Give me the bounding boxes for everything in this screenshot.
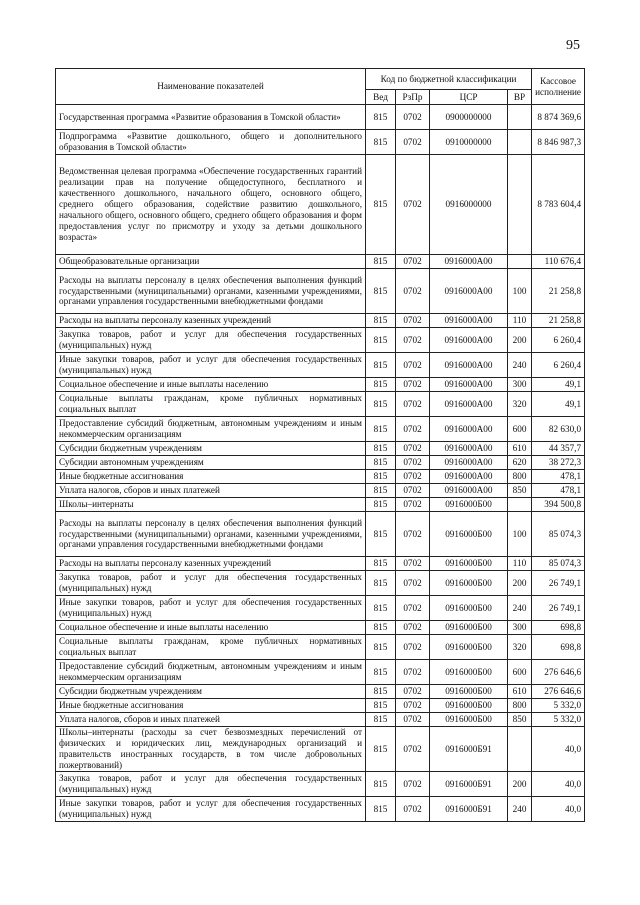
table-row <box>56 255 585 269</box>
table-row <box>56 557 585 571</box>
row-vr: 850 <box>508 713 532 727</box>
row-rzpr: 0702 <box>396 685 430 699</box>
row-amount: 26 749,1 <box>532 571 585 596</box>
row-csr: 0916000А00 <box>430 484 508 498</box>
row-vr: 200 <box>508 571 532 596</box>
row-amount: 40,0 <box>532 727 585 772</box>
table-row <box>56 596 585 621</box>
row-csr: 0916000Б00 <box>430 512 508 557</box>
row-name: Уплата налогов, сборов и иных платежей <box>56 713 366 727</box>
row-vr <box>508 155 532 255</box>
table-row <box>56 699 585 713</box>
row-csr: 0916000А00 <box>430 269 508 314</box>
table-row <box>56 392 585 417</box>
row-name: Школы–интернаты <box>56 498 366 512</box>
row-csr: 0916000А00 <box>430 392 508 417</box>
row-vr: 320 <box>508 635 532 660</box>
row-csr: 0916000А00 <box>430 442 508 456</box>
row-amount: 5 332,0 <box>532 699 585 713</box>
row-csr: 0916000Б91 <box>430 727 508 772</box>
row-csr: 0916000А00 <box>430 255 508 269</box>
row-name: Социальные выплаты гражданам, кроме публичных нормативных социальных выплат <box>56 392 366 417</box>
table-row <box>56 498 585 512</box>
row-amount: 49,1 <box>532 392 585 417</box>
row-rzpr: 0702 <box>396 442 430 456</box>
row-rzpr: 0702 <box>396 571 430 596</box>
table-row <box>56 155 585 255</box>
row-amount: 49,1 <box>532 378 585 392</box>
row-vr: 110 <box>508 314 532 328</box>
row-name: Иные закупки товаров, работ и услуг для обеспечения государственных (муниципальных) нужд <box>56 596 366 621</box>
row-csr: 0900000000 <box>430 105 508 130</box>
row-ved: 815 <box>366 442 396 456</box>
row-ved: 815 <box>366 155 396 255</box>
row-vr: 100 <box>508 269 532 314</box>
table-row <box>56 353 585 378</box>
row-amount: 85 074,3 <box>532 557 585 571</box>
header-ved: Вед <box>366 90 396 105</box>
table-row <box>56 470 585 484</box>
row-vr: 110 <box>508 557 532 571</box>
row-vr <box>508 130 532 155</box>
row-amount: 394 500,8 <box>532 498 585 512</box>
row-ved: 815 <box>366 772 396 797</box>
row-ved: 815 <box>366 635 396 660</box>
row-csr: 0916000000 <box>430 155 508 255</box>
row-name: Социальное обеспечение и иные выплаты населению <box>56 378 366 392</box>
row-csr: 0916000А00 <box>430 378 508 392</box>
row-name: Расходы на выплаты персоналу в целях обеспечения выполнения функций государственными (муниципальными) органами, казенными учреждениями, органами управления государственными внебюджетными фондами <box>56 269 366 314</box>
row-amount: 21 258,8 <box>532 314 585 328</box>
row-csr: 0916000Б91 <box>430 797 508 822</box>
header-rzpr: РзПр <box>396 90 430 105</box>
row-ved: 815 <box>366 685 396 699</box>
row-name: Иные закупки товаров, работ и услуг для обеспечения государственных (муниципальных) нужд <box>56 797 366 822</box>
row-vr: 200 <box>508 328 532 353</box>
row-name: Иные закупки товаров, работ и услуг для обеспечения государственных (муниципальных) нужд <box>56 353 366 378</box>
page-number: 95 <box>566 38 580 53</box>
row-csr: 0910000000 <box>430 130 508 155</box>
table-row <box>56 512 585 557</box>
row-vr: 800 <box>508 699 532 713</box>
row-vr: 240 <box>508 797 532 822</box>
header-code-group: Код по бюджетной классификации <box>366 69 532 90</box>
row-rzpr: 0702 <box>396 105 430 130</box>
row-ved: 815 <box>366 255 396 269</box>
row-ved: 815 <box>366 512 396 557</box>
row-amount: 276 646,6 <box>532 685 585 699</box>
row-ved: 815 <box>366 353 396 378</box>
row-rzpr: 0702 <box>396 699 430 713</box>
row-name: Расходы на выплаты персоналу казенных учреждений <box>56 314 366 328</box>
table-row <box>56 685 585 699</box>
row-rzpr: 0702 <box>396 456 430 470</box>
row-csr: 0916000Б00 <box>430 660 508 685</box>
row-ved: 815 <box>366 269 396 314</box>
row-amount: 8 874 369,6 <box>532 105 585 130</box>
row-name: Субсидии бюджетным учреждениям <box>56 685 366 699</box>
row-name: Закупка товаров, работ и услуг для обеспечения государственных (муниципальных) нужд <box>56 772 366 797</box>
row-csr: 0916000А00 <box>430 417 508 442</box>
row-ved: 815 <box>366 713 396 727</box>
row-name: Социальное обеспечение и иные выплаты населению <box>56 621 366 635</box>
row-csr: 0916000Б00 <box>430 685 508 699</box>
row-rzpr: 0702 <box>396 660 430 685</box>
table-row <box>56 621 585 635</box>
row-ved: 815 <box>366 417 396 442</box>
row-ved: 815 <box>366 557 396 571</box>
row-vr: 610 <box>508 685 532 699</box>
row-csr: 0916000Б00 <box>430 557 508 571</box>
row-rzpr: 0702 <box>396 512 430 557</box>
row-rzpr: 0702 <box>396 255 430 269</box>
row-ved: 815 <box>366 130 396 155</box>
row-vr: 300 <box>508 621 532 635</box>
table-row <box>56 727 585 772</box>
row-amount: 21 258,8 <box>532 269 585 314</box>
row-rzpr: 0702 <box>396 392 430 417</box>
table-row <box>56 571 585 596</box>
row-csr: 0916000А00 <box>430 314 508 328</box>
row-rzpr: 0702 <box>396 621 430 635</box>
row-name: Государственная программа «Развитие образования в Томской области» <box>56 105 366 130</box>
header-vr: ВР <box>508 90 532 105</box>
row-ved: 815 <box>366 484 396 498</box>
header-name: Наименование показателей <box>56 69 366 105</box>
row-name: Субсидии бюджетным учреждениям <box>56 442 366 456</box>
row-csr: 0916000Б91 <box>430 772 508 797</box>
row-name: Социальные выплаты гражданам, кроме публичных нормативных социальных выплат <box>56 635 366 660</box>
row-name: Школы–интернаты (расходы за счет безвозмездных перечислений от физических и юридических лиц, международных организаций и правительств иностранных государств, в том числе добровольных пожертвований) <box>56 727 366 772</box>
row-amount: 6 260,4 <box>532 328 585 353</box>
row-ved: 815 <box>366 378 396 392</box>
row-rzpr: 0702 <box>396 378 430 392</box>
row-csr: 0916000А00 <box>430 456 508 470</box>
table-row <box>56 328 585 353</box>
table-row <box>56 130 585 155</box>
row-rzpr: 0702 <box>396 596 430 621</box>
row-amount: 38 272,3 <box>532 456 585 470</box>
row-vr: 610 <box>508 442 532 456</box>
row-rzpr: 0702 <box>396 130 430 155</box>
row-ved: 815 <box>366 660 396 685</box>
row-ved: 815 <box>366 699 396 713</box>
row-ved: 815 <box>366 621 396 635</box>
table-row <box>56 713 585 727</box>
row-amount: 82 630,0 <box>532 417 585 442</box>
row-amount: 44 357,7 <box>532 442 585 456</box>
header-amount: Кассовое исполнение <box>532 69 585 105</box>
row-name: Иные бюджетные ассигнования <box>56 470 366 484</box>
row-ved: 815 <box>366 456 396 470</box>
row-csr: 0916000Б00 <box>430 498 508 512</box>
row-vr: 240 <box>508 353 532 378</box>
row-vr: 850 <box>508 484 532 498</box>
row-ved: 815 <box>366 328 396 353</box>
row-ved: 815 <box>366 571 396 596</box>
row-name: Закупка товаров, работ и услуг для обеспечения государственных (муниципальных) нужд <box>56 328 366 353</box>
row-name: Иные бюджетные ассигнования <box>56 699 366 713</box>
row-amount: 276 646,6 <box>532 660 585 685</box>
row-name: Закупка товаров, работ и услуг для обеспечения государственных (муниципальных) нужд <box>56 571 366 596</box>
row-amount: 8 783 604,4 <box>532 155 585 255</box>
table-row <box>56 442 585 456</box>
row-amount: 8 846 987,3 <box>532 130 585 155</box>
row-rzpr: 0702 <box>396 470 430 484</box>
row-name: Подпрограмма «Развитие дошкольного, общего и дополнительного образования в Томской области» <box>56 130 366 155</box>
row-csr: 0916000А00 <box>430 328 508 353</box>
row-rzpr: 0702 <box>396 557 430 571</box>
row-vr: 200 <box>508 772 532 797</box>
row-name: Общеобразовательные организации <box>56 255 366 269</box>
row-ved: 815 <box>366 596 396 621</box>
row-vr: 620 <box>508 456 532 470</box>
row-amount: 478,1 <box>532 470 585 484</box>
budget-execution-table <box>55 68 585 822</box>
row-vr <box>508 105 532 130</box>
table-row <box>56 105 585 130</box>
row-name: Уплата налогов, сборов и иных платежей <box>56 484 366 498</box>
row-rzpr: 0702 <box>396 498 430 512</box>
row-amount: 698,8 <box>532 635 585 660</box>
table-row <box>56 660 585 685</box>
table-row <box>56 772 585 797</box>
table-row <box>56 635 585 660</box>
row-amount: 6 260,4 <box>532 353 585 378</box>
row-amount: 478,1 <box>532 484 585 498</box>
row-vr: 320 <box>508 392 532 417</box>
row-ved: 815 <box>366 392 396 417</box>
table-row <box>56 797 585 822</box>
row-csr: 0916000А00 <box>430 470 508 484</box>
row-rzpr: 0702 <box>396 797 430 822</box>
row-csr: 0916000А00 <box>430 353 508 378</box>
row-ved: 815 <box>366 797 396 822</box>
row-name: Ведомственная целевая программа «Обеспечение государственных гарантий реализации прав на получение общедоступного, бесплатного и качественного дошкольного, начального общего, основного общего, среднего общего образования, содействие развитию дошкольного, начального общего, основного общего, среднего общего образования и форм предоставления услуг по присмотру и уходу за детьми дошкольного возраста» <box>56 155 366 255</box>
row-vr: 300 <box>508 378 532 392</box>
row-name: Расходы на выплаты персоналу в целях обеспечения выполнения функций государственными (муниципальными) органами, казенными учреждениями, органами управления государственными внебюджетными фондами <box>56 512 366 557</box>
row-name: Предоставление субсидий бюджетным, автономным учреждениям и иным некоммерческим организациям <box>56 417 366 442</box>
row-csr: 0916000Б00 <box>430 621 508 635</box>
row-rzpr: 0702 <box>396 772 430 797</box>
table-row <box>56 484 585 498</box>
row-rzpr: 0702 <box>396 484 430 498</box>
table-row <box>56 456 585 470</box>
row-rzpr: 0702 <box>396 328 430 353</box>
row-vr: 100 <box>508 512 532 557</box>
row-rzpr: 0702 <box>396 353 430 378</box>
row-amount: 26 749,1 <box>532 596 585 621</box>
row-name: Предоставление субсидий бюджетным, автономным учреждениям и иным некоммерческим организациям <box>56 660 366 685</box>
row-name: Расходы на выплаты персоналу казенных учреждений <box>56 557 366 571</box>
row-ved: 815 <box>366 314 396 328</box>
row-vr: 240 <box>508 596 532 621</box>
row-csr: 0916000Б00 <box>430 713 508 727</box>
table-row <box>56 314 585 328</box>
row-name: Субсидии автономным учреждениям <box>56 456 366 470</box>
row-vr <box>508 498 532 512</box>
row-rzpr: 0702 <box>396 269 430 314</box>
table-row <box>56 378 585 392</box>
row-csr: 0916000Б00 <box>430 596 508 621</box>
row-amount: 5 332,0 <box>532 713 585 727</box>
row-amount: 40,0 <box>532 797 585 822</box>
row-ved: 815 <box>366 470 396 484</box>
row-vr <box>508 727 532 772</box>
row-csr: 0916000Б00 <box>430 571 508 596</box>
row-rzpr: 0702 <box>396 314 430 328</box>
row-amount: 40,0 <box>532 772 585 797</box>
row-csr: 0916000Б00 <box>430 635 508 660</box>
row-vr <box>508 255 532 269</box>
row-csr: 0916000Б00 <box>430 699 508 713</box>
header-csr: ЦСР <box>430 90 508 105</box>
row-vr: 600 <box>508 417 532 442</box>
row-ved: 815 <box>366 498 396 512</box>
row-amount: 110 676,4 <box>532 255 585 269</box>
row-vr: 600 <box>508 660 532 685</box>
row-rzpr: 0702 <box>396 417 430 442</box>
table-row <box>56 269 585 314</box>
table-row <box>56 417 585 442</box>
row-amount: 85 074,3 <box>532 512 585 557</box>
row-vr: 800 <box>508 470 532 484</box>
row-rzpr: 0702 <box>396 713 430 727</box>
row-rzpr: 0702 <box>396 635 430 660</box>
row-ved: 815 <box>366 105 396 130</box>
row-amount: 698,8 <box>532 621 585 635</box>
row-rzpr: 0702 <box>396 727 430 772</box>
row-rzpr: 0702 <box>396 155 430 255</box>
row-ved: 815 <box>366 727 396 772</box>
